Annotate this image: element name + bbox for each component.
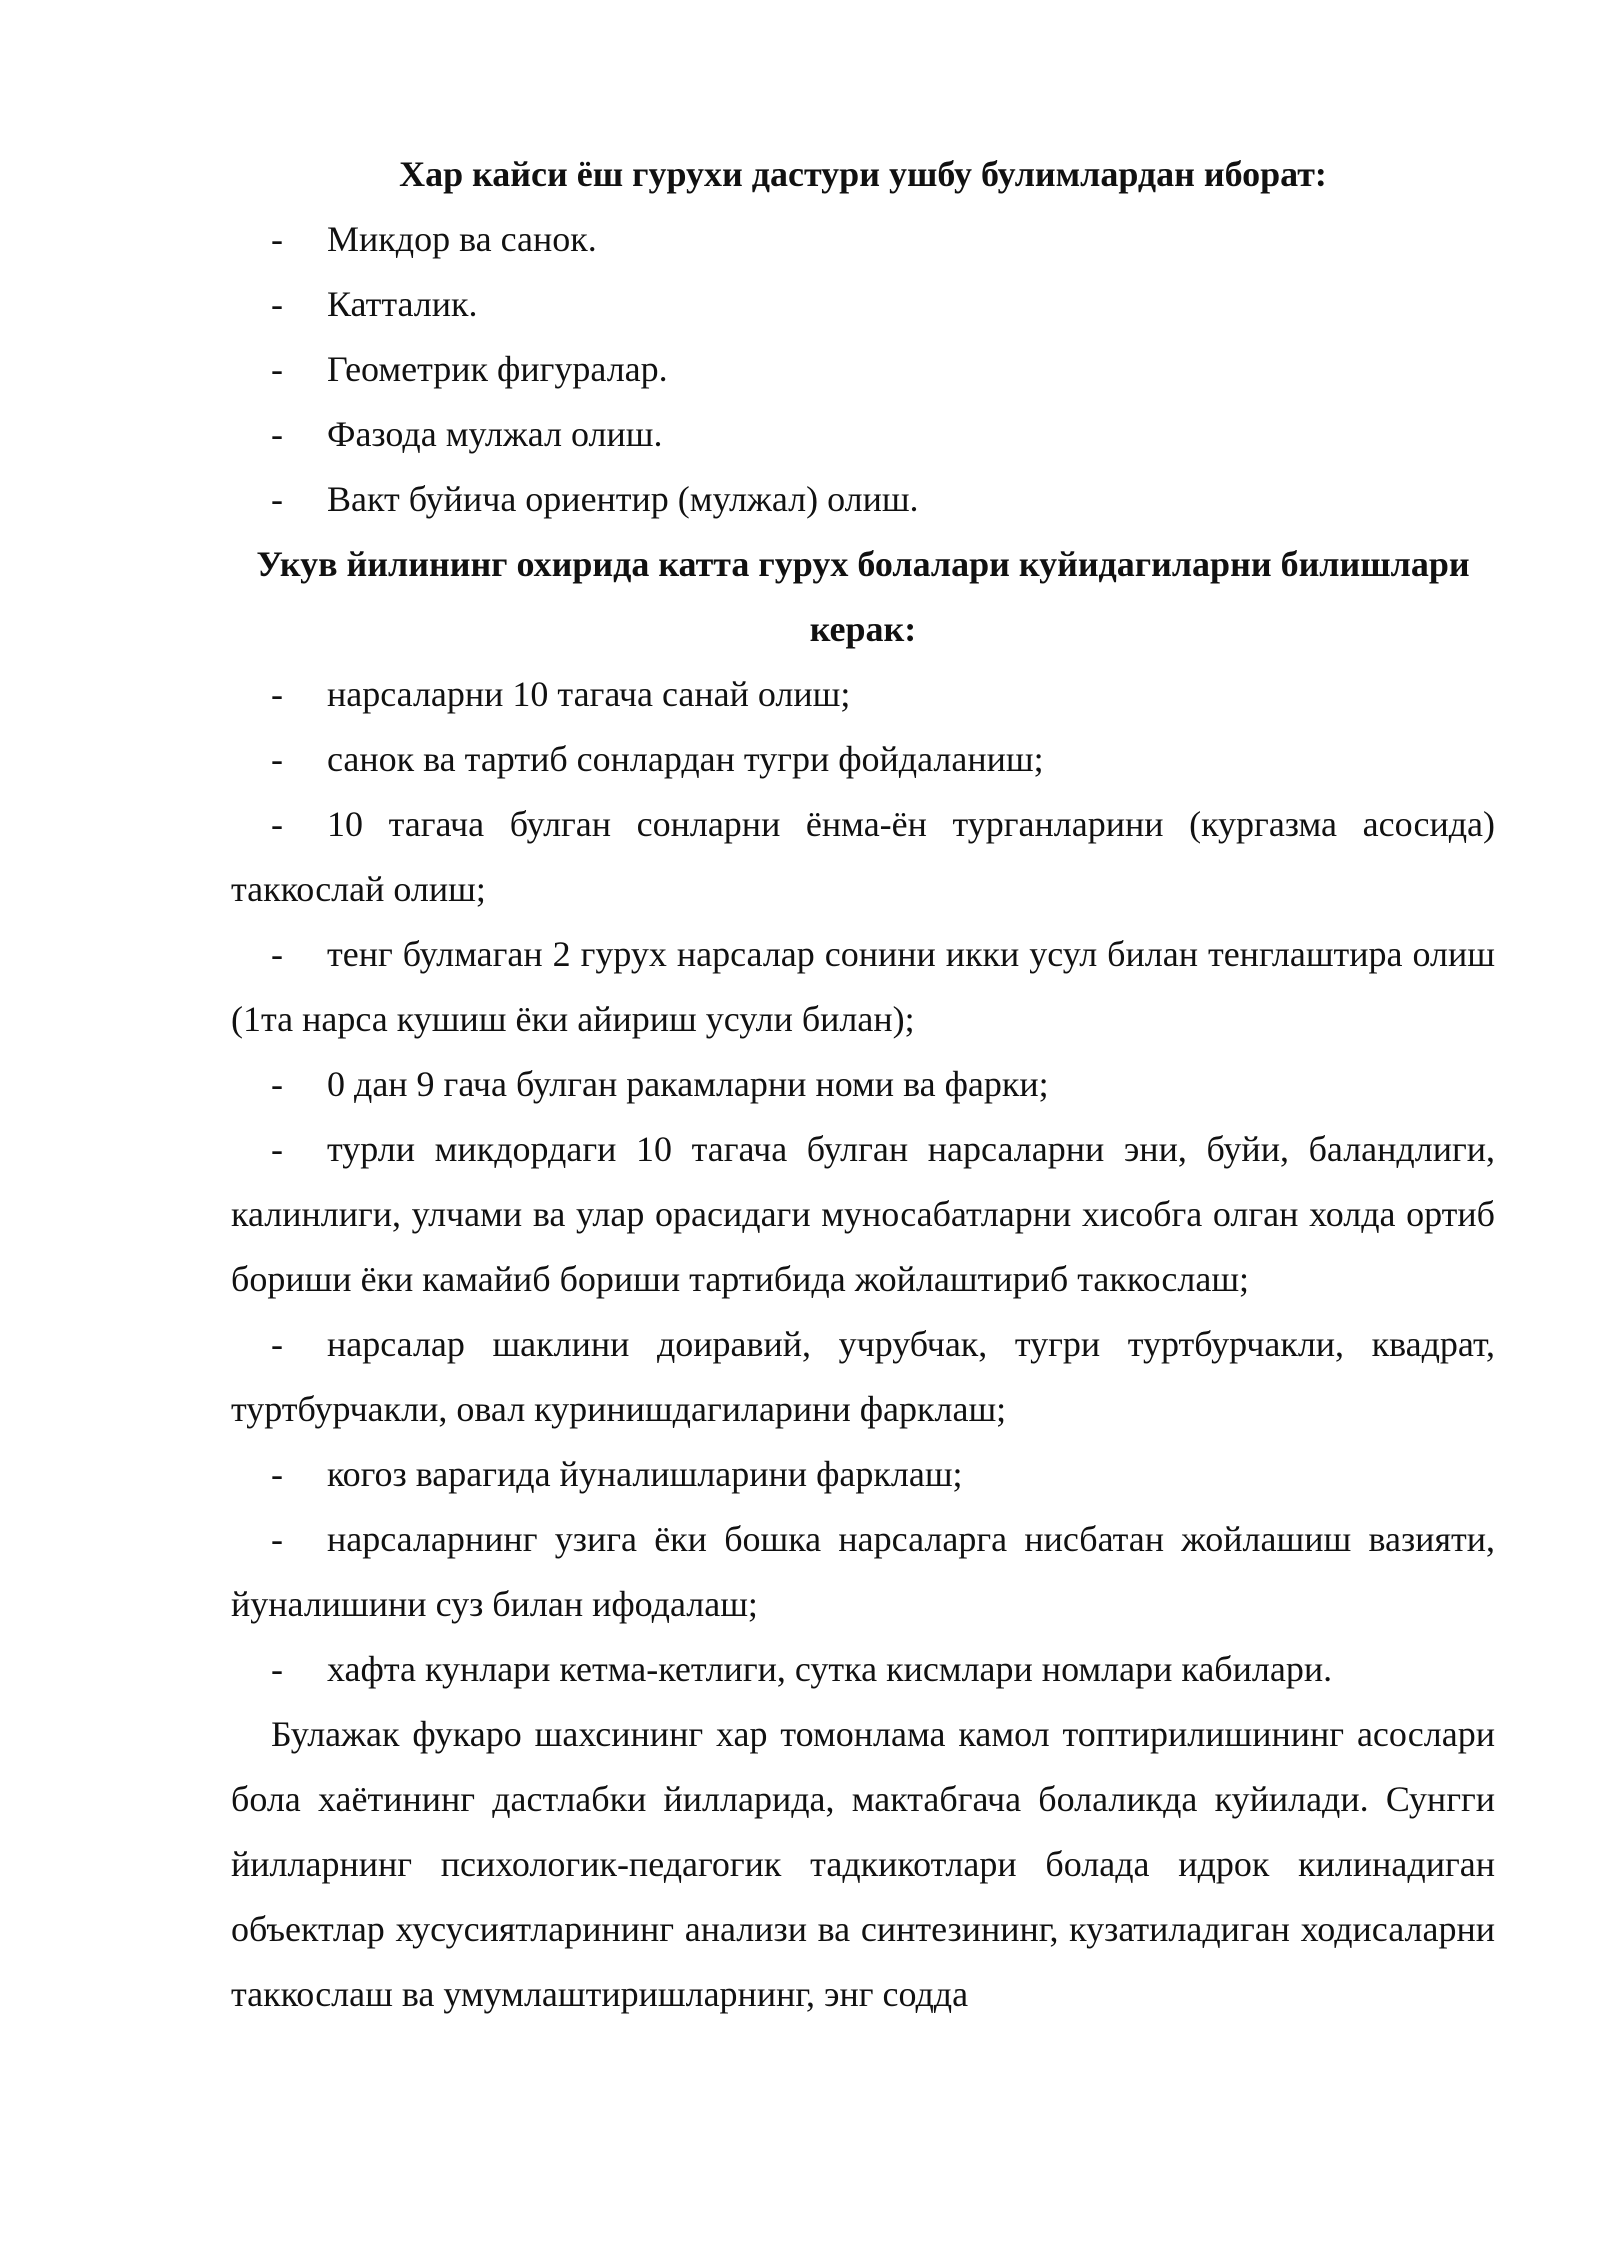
list-item-text: нарсалар шаклини доиравий, учрубчак, тугри туртбурчакли, квадрат, туртбурчакли, овал куринишдагиларини фарклаш;	[231, 1324, 1495, 1429]
list-dash: -	[271, 804, 283, 844]
list-dash: -	[271, 219, 283, 259]
list-item-text: 0 дан 9 гача булган ракамларни номи ва фарки;	[327, 1064, 1049, 1104]
list-dash: -	[271, 414, 283, 454]
list-item-text: Геометрик фигуралар.	[327, 349, 668, 389]
list-item	[231, 337, 1495, 402]
list-item	[231, 1117, 1495, 1312]
list-item-text: турли микдордаги 10 тагача булган нарсаларни эни, буйи, баландлиги, калинлиги, улчами ва улар орасидаги муносабатларни хисобга олган холда ортиб бориши ёки камайиб бориши тартибида жойлаштириб таккослаш;	[231, 1129, 1495, 1299]
list-dash: -	[271, 284, 283, 324]
list-item-text: нарсаларнинг узига ёки бошка нарсаларга нисбатан жойлашиш вазияти, йуналишини суз билан ифодалаш;	[231, 1519, 1495, 1624]
body-paragraph: Булажак фукаро шахсининг хар томонлама камол топтирилишининг асослари бола хаётининг дастлабки йилларида, мактабгача болаликда куйилади. Сунгги йилларнинг психологик-педагогик тадкикотлари болада идрок килинадиган объектлар хусусиятларининг анализи ва синтезининг, кузатиладиган ходисаларни таккослаш ва умумлаштиришларнинг, энг содда	[231, 1714, 1495, 2014]
list-dash: -	[271, 1324, 283, 1364]
list-item	[231, 792, 1495, 922]
list-item	[231, 467, 1495, 532]
program-sections-list	[231, 207, 1495, 532]
list-item	[231, 1507, 1495, 1637]
list-item	[231, 207, 1495, 272]
list-item-text: тенг булмаган 2 гурух нарсалар сонини икки усул билан тенглаштира олиш (1та нарса кушиш ёки айириш усули билан);	[231, 934, 1495, 1039]
list-item-text: санок ва тартиб сонлардан тугри фойдаланиш;	[327, 739, 1044, 779]
list-item	[231, 1442, 1495, 1507]
outcomes-list	[231, 662, 1495, 1702]
list-dash: -	[271, 479, 283, 519]
list-item-text: 10 тагача булган сонларни ёнма-ён турганларини (кургазма асосида) таккослай олиш;	[231, 804, 1495, 909]
list-item	[231, 922, 1495, 1052]
list-item	[231, 402, 1495, 467]
list-item	[231, 662, 1495, 727]
list-item	[231, 1312, 1495, 1442]
list-dash: -	[271, 1064, 283, 1104]
list-item	[231, 1052, 1495, 1117]
list-dash: -	[271, 1519, 283, 1559]
list-item-text: нарсаларни 10 тагача санай олиш;	[327, 674, 851, 714]
list-dash: -	[271, 349, 283, 389]
list-item-text: когоз варагида йуналишларини фарклаш;	[327, 1454, 963, 1494]
section-heading-outcomes: Укув йилининг охирида катта гурух болалари куйидагиларни билишлари керак:	[256, 544, 1470, 649]
list-item-text: хафта кунлари кетма-кетлиги, сутка кисмлари номлари кабилари.	[327, 1649, 1333, 1689]
list-item	[231, 272, 1495, 337]
list-item-text: Вакт буйича ориентир (мулжал) олиш.	[327, 479, 919, 519]
list-dash: -	[271, 1649, 283, 1689]
list-item	[231, 727, 1495, 792]
section-heading-program: Хар кайси ёш гурухи дастури ушбу булимлардан иборат:	[399, 154, 1327, 194]
list-dash: -	[271, 739, 283, 779]
list-dash: -	[271, 674, 283, 714]
list-dash: -	[271, 1129, 283, 1169]
list-item	[231, 1637, 1495, 1702]
list-item-text: Микдор ва санок.	[327, 219, 597, 259]
list-item-text: Фазода мулжал олиш.	[327, 414, 663, 454]
list-item-text: Катталик.	[327, 284, 478, 324]
list-dash: -	[271, 934, 283, 974]
list-dash: -	[271, 1454, 283, 1494]
document-body	[231, 142, 1495, 2027]
